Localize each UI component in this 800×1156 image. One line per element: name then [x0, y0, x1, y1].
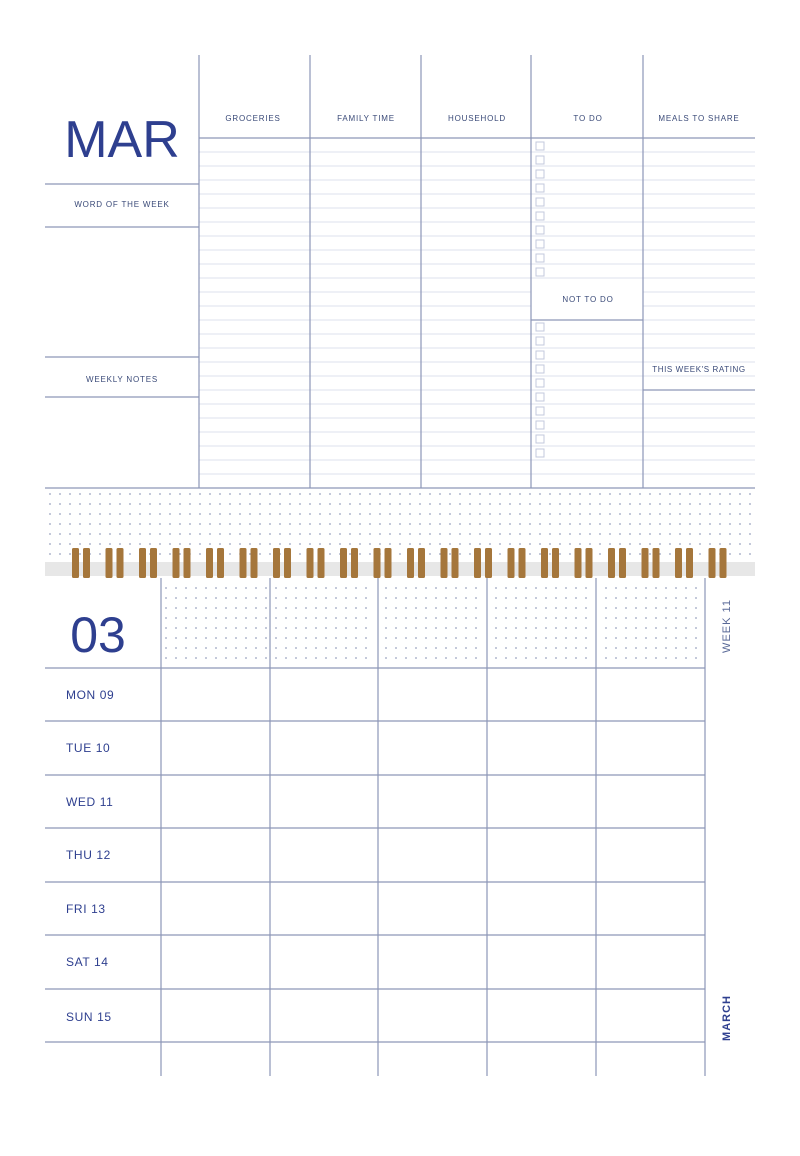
column-header-groceries: GROCERIES: [225, 114, 281, 123]
day-label-thu: THU 12: [66, 848, 111, 862]
dot-grid-bottom: [165, 587, 697, 659]
day-label-fri: FRI 13: [66, 902, 106, 916]
dot-grid-top: [49, 493, 751, 555]
week-label: WEEK 11: [721, 599, 733, 653]
word-of-week-label: WORD OF THE WEEK: [74, 200, 170, 209]
bottom-grid: [45, 578, 705, 1076]
day-label-sat: SAT 14: [66, 955, 109, 969]
column-header-family-time: FAMILY TIME: [337, 114, 395, 123]
day-label-tue: TUE 10: [66, 741, 111, 755]
weekly-notes-label: WEEKLY NOTES: [86, 375, 158, 384]
day-label-sun: SUN 15: [66, 1010, 112, 1024]
ruled-lines: [199, 152, 755, 474]
month-label-vertical: MARCH: [721, 995, 733, 1041]
checkbox-column: [536, 142, 544, 457]
column-header-to-do: TO DO: [573, 114, 603, 123]
day-label-wed: WED 11: [66, 795, 114, 809]
rating-label: THIS WEEK'S RATING: [652, 365, 746, 374]
column-header-meals-to-share: MEALS TO SHARE: [658, 114, 740, 123]
month-abbrev: MAR: [64, 111, 180, 169]
day-label-mon: MON 09: [66, 688, 115, 702]
month-number: 03: [70, 607, 126, 663]
column-header-household: HOUSEHOLD: [448, 114, 506, 123]
not-to-do-label: NOT TO DO: [562, 295, 614, 304]
